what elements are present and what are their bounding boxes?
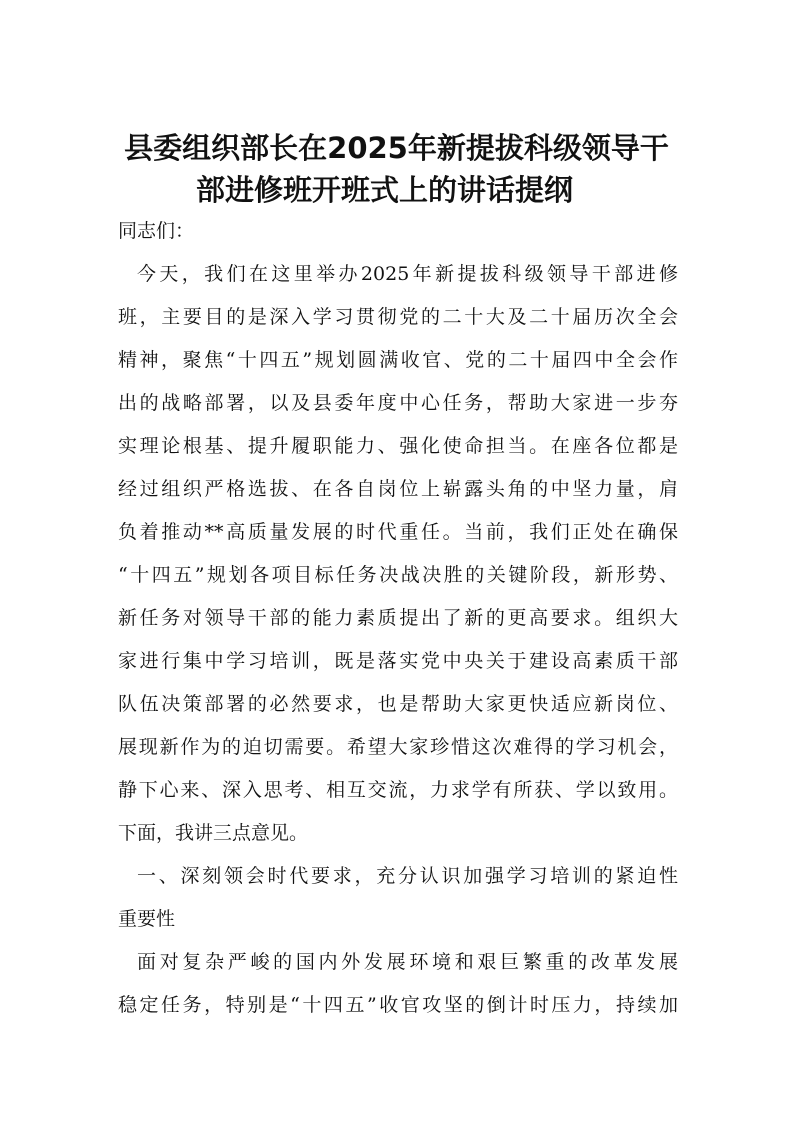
text-line: 出的战略部署，以及县委年度中心任务，帮助大家进一步夯	[118, 392, 678, 414]
text-line: 今天，我们在这里举办2025年新提拔科级领导干部进修	[137, 263, 678, 285]
text-line: 静下心来、深入思考、相互交流，力求学有所获、学以致用。	[118, 779, 678, 801]
document-title-line-2: 部进修班开班式上的讲话提纲	[195, 173, 573, 207]
text-line: 新任务对领导干部的能力素质提出了新的更高要求。组织大	[118, 607, 678, 629]
text-line: 重要性	[118, 908, 176, 930]
document-body	[118, 210, 678, 1027]
text-line: 负着推动**高质量发展的时代重任。当前，我们正处在确保	[118, 521, 678, 543]
text-line: 家进行集中学习培训，既是落实党中央关于建设高素质干部	[118, 650, 678, 672]
text-line: 经过组织严格选拔、在各自岗位上崭露头角的中坚力量，肩	[118, 478, 678, 500]
text-line: 实理论根基、提升履职能力、强化使命担当。在座各位都是	[118, 435, 678, 457]
text-line: 展现新作为的迫切需要。希望大家珍惜这次难得的学习机会，	[118, 736, 678, 758]
document-title-line-1: 县委组织部长在2025年新提拔科级领导干	[124, 131, 669, 165]
text-line: 同志们：	[118, 220, 195, 242]
text-line: 稳定任务，特别是“十四五”收官攻坚的倒计时压力，持续加	[118, 994, 678, 1016]
text-line: 一、深刻领会时代要求，充分认识加强学习培训的紧迫性	[137, 865, 678, 887]
text-line: 下面，我讲三点意见。	[118, 822, 309, 844]
text-line: 精神，聚焦“十四五”规划圆满收官、党的二十届四中全会作	[118, 349, 678, 371]
text-line: 班，主要目的是深入学习贯彻党的二十大及二十届历次全会	[118, 306, 678, 328]
text-line: 面对复杂严峻的国内外发展环境和艰巨繁重的改革发展	[137, 951, 678, 973]
text-line: “十四五”规划各项目标任务决战决胜的关键阶段，新形势、	[118, 564, 678, 586]
text-line: 队伍决策部署的必然要求，也是帮助大家更快适应新岗位、	[118, 693, 678, 715]
